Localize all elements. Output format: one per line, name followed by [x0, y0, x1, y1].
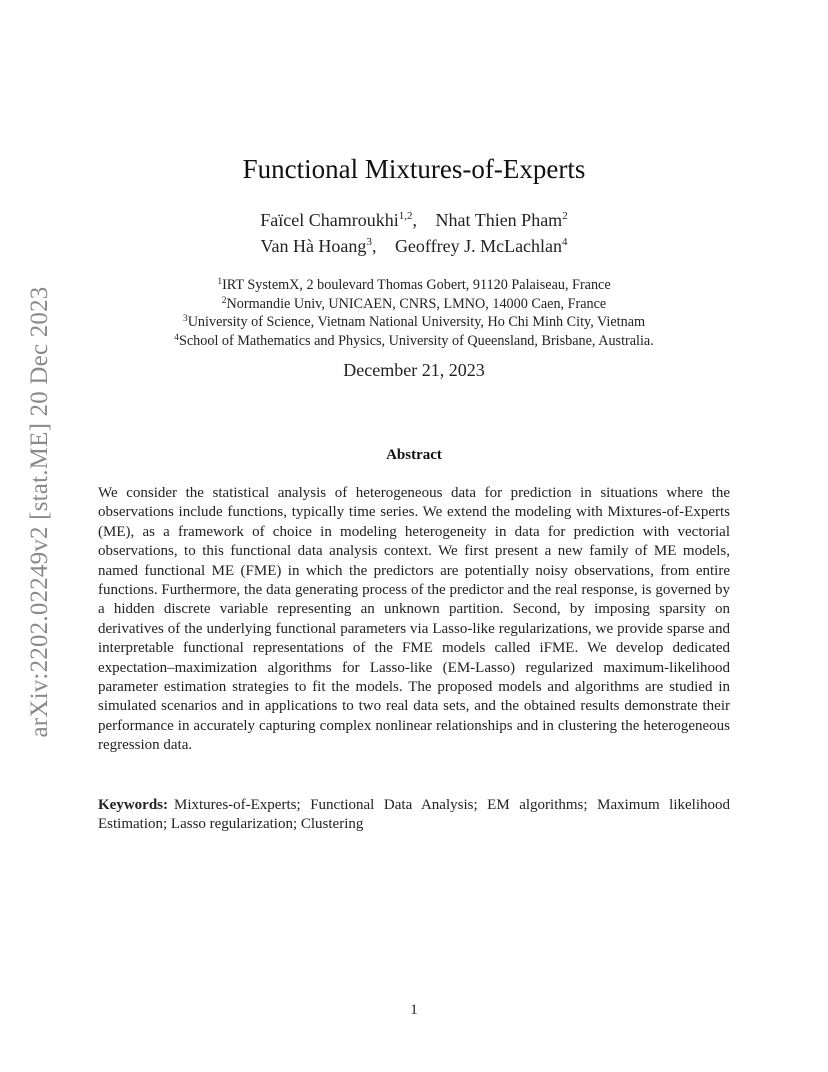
authors-line-1 [0, 210, 828, 231]
page-number: 1 [410, 1002, 418, 1018]
affiliation: $^1$IRT SystemX, 2 boulevard Thomas Gobert, 91120 Palaiseau, France [217, 277, 611, 293]
keywords-text: Mixtures-of-Experts; Functional Data Analysis; EM algorithms; Maximum likelihood Estimation; Lasso regularization; Clustering [98, 797, 730, 833]
abstract-text: We consider the statistical analysis of heterogeneous data for prediction in situations where the observations include functions, typically time series. We extend the modeling with Mixtures-of-Experts (ME), as a framework of choice in modeling heterogeneity in data for prediction with vectorial observations, to this functional data analysis context. We first present a new family of ME models, named functional ME (FME) in which the predictors are potentially noisy observations, from entire functions. Furthermore, the data generating process of the predictor and the real response, is governed by a hidden discrete variable representing an unknown partition. Second, by imposing sparsity on derivatives of the underlying functional parameters via Lasso-like regularizations, we provide sparse and interpretable functional representations of the FME models called iFME. We develop dedicated expectation–maximization algorithms for Lasso-like (EM-Lasso) regularized maximum-likelihood parameter estimation strategies to fit the models. The proposed models and algorithms are studied in simulated scenarios and in applications to two real data sets, and the obtained results demonstrate their performance in accurately capturing complex nonlinear relationships and in clustering the heterogeneous regression data. [98, 485, 730, 754]
paper-title: Functional Mixtures-of-Experts [242, 154, 586, 184]
affiliations [0, 276, 828, 350]
publication-date: December 21, 2023 [343, 360, 485, 380]
affiliation: $^4$School of Mathematics and Physics, University of Queensland, Brisbane, Australia. [174, 332, 654, 349]
keywords-label: Keywords: [98, 797, 168, 813]
author-name: Nhat Thien Pham$^2$ [435, 210, 568, 230]
affiliation: $^2$Normandie Univ, UNICAEN, CNRS, LMNO, 14000 Caen, France [221, 295, 607, 312]
affiliation: $^3$University of Science, Vietnam National University, Ho Chi Minh City, Vietnam [182, 314, 646, 330]
author-name: Geoffrey J. McLachlan$^4$ [394, 236, 568, 256]
authors-line-2 [0, 236, 828, 257]
arxiv-identifier-stamp: arXiv:2202.02249v2 [stat.ME] 20 Dec 2023 [26, 286, 53, 738]
author-name: Faïcel Chamroukhi$^{1,2}$, [260, 210, 418, 230]
abstract-heading: Abstract [386, 447, 442, 463]
author-name: Van Hà Hoang$^3$, [260, 236, 377, 256]
keywords [98, 796, 730, 835]
